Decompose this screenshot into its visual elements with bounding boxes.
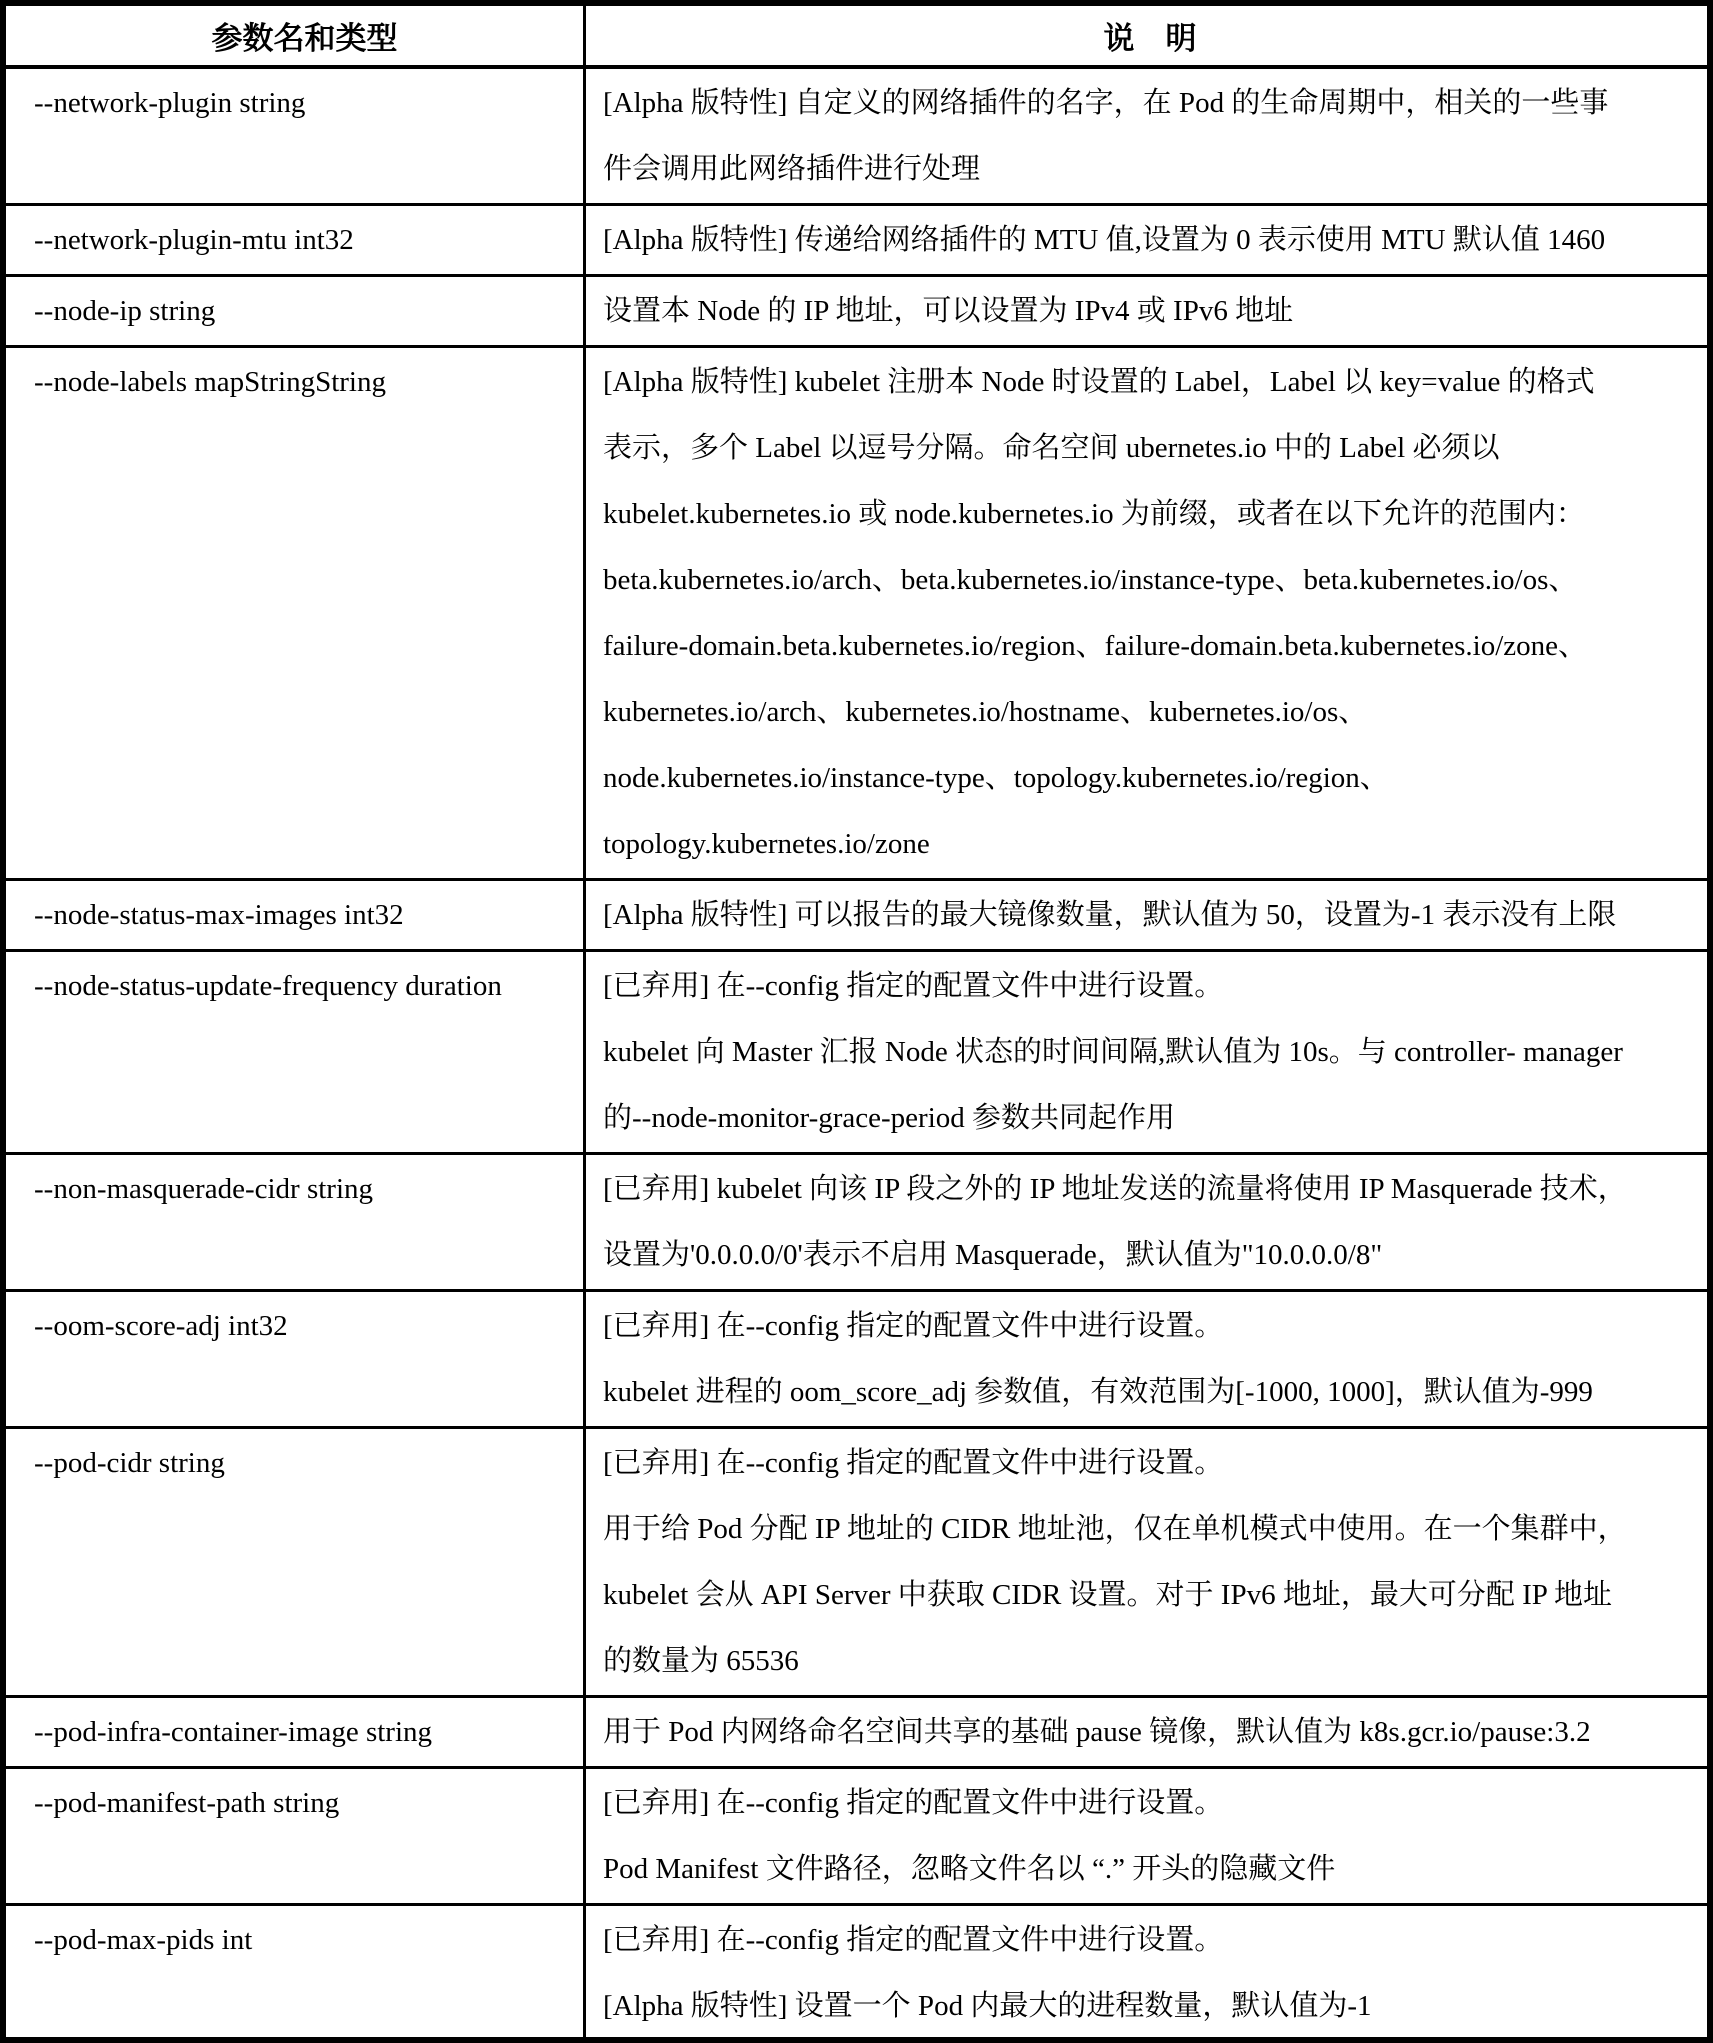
desc-line: topology.kubernetes.io/zone (603, 828, 930, 860)
desc-cell (583, 1906, 1707, 2040)
desc-line: [已弃用] 在--config 指定的配置文件中进行设置。 (603, 1924, 1224, 1956)
desc-line: 的--node-monitor-grace-period 参数共同起作用 (603, 1102, 1176, 1134)
desc-line: [已弃用] 在--config 指定的配置文件中进行设置。 (603, 970, 1224, 1002)
desc-line: kubelet 进程的 oom_score_adj 参数值，有效范围为[-1000, 1000]，默认值为-999 (603, 1376, 1593, 1408)
desc-line: [已弃用] 在--config 指定的配置文件中进行设置。 (603, 1787, 1224, 1819)
desc-line: kubernetes.io/arch、kubernetes.io/hostname、kubernetes.io/os、 (603, 696, 1368, 728)
desc-line: 件会调用此网络插件进行处理 (603, 153, 981, 185)
table-row (6, 1695, 1707, 1766)
desc-line: [Alpha 版特性] kubelet 注册本 Node 时设置的 Label，Label 以 key=value 的格式 (603, 366, 1595, 398)
table-body (6, 69, 1707, 2040)
param-cell (6, 69, 583, 203)
param-text: --pod-max-pids int (34, 1924, 253, 1956)
desc-cell (583, 1292, 1707, 1426)
desc-cell (583, 1698, 1707, 1766)
param-text: --node-status-max-images int32 (34, 899, 404, 931)
param-text: --node-labels mapStringString (34, 366, 386, 398)
table-row (6, 1766, 1707, 1903)
param-cell (6, 1292, 583, 1426)
desc-line: [已弃用] 在--config 指定的配置文件中进行设置。 (603, 1310, 1224, 1342)
table-row (6, 949, 1707, 1152)
desc-line: 设置为'0.0.0.0/0'表示不启用 Masquerade，默认值为"10.0.0.0/8" (603, 1239, 1383, 1271)
param-text: --non-masquerade-cidr string (34, 1173, 374, 1205)
desc-line: kubelet 向 Master 汇报 Node 状态的时间间隔,默认值为 10s。与 controller- manager (603, 1036, 1623, 1068)
table-row (6, 274, 1707, 345)
desc-cell (583, 206, 1707, 274)
desc-cell (583, 277, 1707, 345)
param-cell (6, 206, 583, 274)
param-cell (6, 348, 583, 878)
param-cell (6, 1698, 583, 1766)
desc-cell (583, 1155, 1707, 1289)
desc-line: 的数量为 65536 (603, 1645, 799, 1677)
desc-cell (583, 348, 1707, 878)
desc-line: failure-domain.beta.kubernetes.io/region、failure-domain.beta.kubernetes.io/zone、 (603, 630, 1588, 662)
desc-line: 用于 Pod 内网络命名空间共享的基础 pause 镜像，默认值为 k8s.gcr.io/pause:3.2 (603, 1716, 1591, 1748)
param-text: --pod-cidr string (34, 1447, 225, 1479)
table-row (6, 69, 1707, 203)
param-text: --network-plugin string (34, 87, 306, 119)
desc-cell (583, 69, 1707, 203)
param-text: --oom-score-adj int32 (34, 1310, 288, 1342)
param-cell (6, 952, 583, 1152)
table-row (6, 1289, 1707, 1426)
desc-line: node.kubernetes.io/instance-type、topology.kubernetes.io/region、 (603, 762, 1389, 794)
desc-line: [已弃用] 在--config 指定的配置文件中进行设置。 (603, 1447, 1224, 1479)
desc-line: [已弃用] kubelet 向该 IP 段之外的 IP 地址发送的流量将使用 IP Masquerade 技术， (603, 1173, 1627, 1205)
table-row (6, 345, 1707, 878)
param-text: --pod-infra-container-image string (34, 1716, 432, 1748)
param-cell (6, 1906, 583, 2040)
desc-line: kubelet 会从 API Server 中获取 CIDR 设置。对于 IPv6 地址，最大可分配 IP 地址 (603, 1579, 1613, 1611)
table-row (6, 1152, 1707, 1289)
param-text: --network-plugin-mtu int32 (34, 224, 354, 256)
header-param-column: 参数名和类型 (211, 21, 398, 56)
desc-line: [Alpha 版特性] 可以报告的最大镜像数量，默认值为 50，设置为-1 表示没有上限 (603, 899, 1617, 931)
desc-cell (583, 1769, 1707, 1903)
param-text: --node-ip string (34, 295, 216, 327)
desc-cell (583, 1429, 1707, 1695)
desc-line: Pod Manifest 文件路径，忽略文件名以 “.” 开头的隐藏文件 (603, 1853, 1336, 1885)
desc-line: 用于给 Pod 分配 IP 地址的 CIDR 地址池，仅在单机模式中使用。在一个集群中， (603, 1513, 1627, 1545)
desc-line: 设置本 Node 的 IP 地址，可以设置为 IPv4 或 IPv6 地址 (603, 295, 1294, 327)
param-cell (6, 1429, 583, 1695)
param-cell (6, 1769, 583, 1903)
param-text: --pod-manifest-path string (34, 1787, 340, 1819)
param-cell (6, 1155, 583, 1289)
desc-cell (583, 952, 1707, 1152)
param-cell (6, 881, 583, 949)
header-desc-column: 说 明 (583, 6, 1707, 65)
desc-line: beta.kubernetes.io/arch、beta.kubernetes.io/instance-type、beta.kubernetes.io/os、 (603, 564, 1578, 596)
param-text: --node-status-update-frequency duration (34, 970, 502, 1002)
table-row (6, 1426, 1707, 1695)
param-cell (6, 277, 583, 345)
table-row (6, 1903, 1707, 2040)
desc-line: 表示，多个 Label 以逗号分隔。命名空间 ubernetes.io 中的 Label 必须以 (603, 432, 1500, 464)
desc-line: kubelet.kubernetes.io 或 node.kubernetes.io 为前缀，或者在以下允许的范围内： (603, 498, 1585, 530)
table-row (6, 203, 1707, 274)
table-row (6, 878, 1707, 949)
table-header-row (6, 6, 1707, 69)
desc-line: [Alpha 版特性] 传递给网络插件的 MTU 值,设置为 0 表示使用 MTU 默认值 1460 (603, 224, 1606, 256)
desc-line: [Alpha 版特性] 设置一个 Pod 内最大的进程数量，默认值为-1 (603, 1990, 1372, 2022)
desc-cell (583, 881, 1707, 949)
desc-line: [Alpha 版特性] 自定义的网络插件的名字，在 Pod 的生命周期中，相关的一些事 (603, 87, 1609, 119)
